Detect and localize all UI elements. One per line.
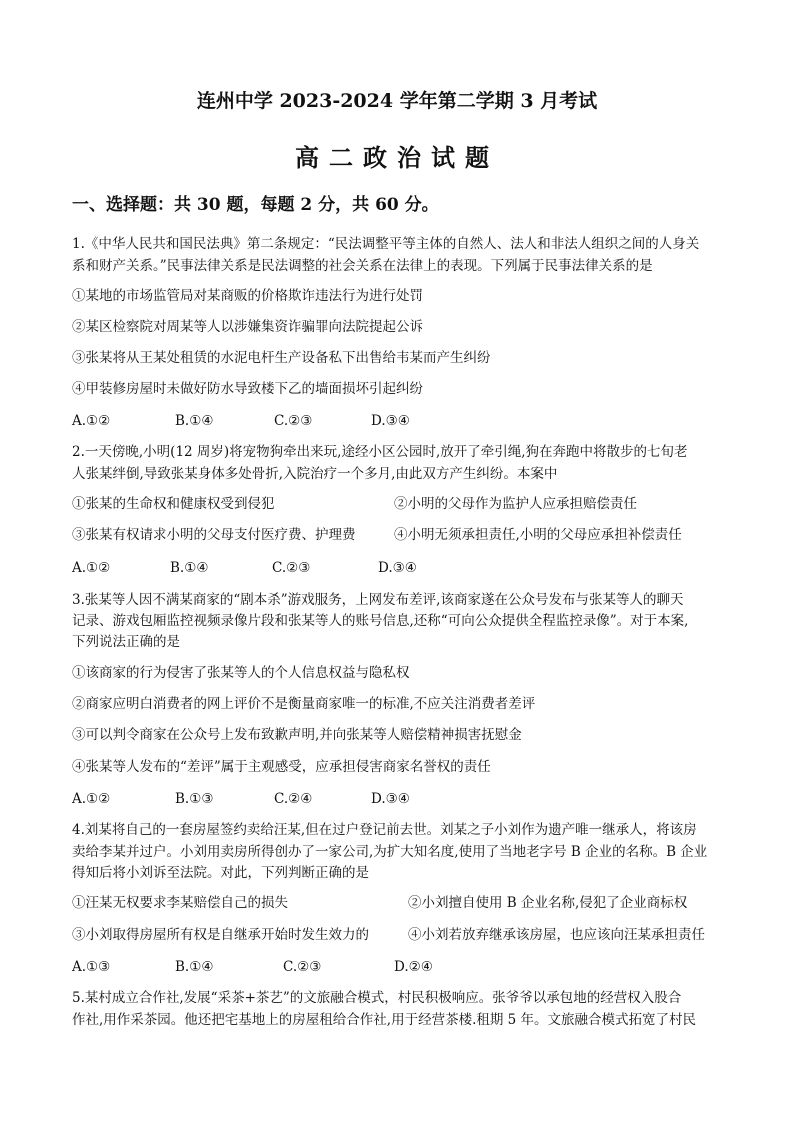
question-1-option-4: ④甲装修房屋时未做好防水导致楼下乙的墙面损坏引起纠纷 [72, 381, 423, 397]
question-2-answer-c: C.②③ [272, 560, 311, 576]
question-3-option-4: ④张某等人发布的“差评”属于主观感受，应承担侵害商家名誉权的责任 [72, 759, 491, 775]
question-1-stem-line-2: 系和财产关系。”民事法律关系是民法调整的社会关系在法律上的表现。下列属于民事法律关系的是 [72, 258, 653, 274]
question-1-option-2: ②某区检察院对周某等人以涉嫌集资诈骗罪向法院提起公诉 [72, 319, 423, 335]
question-4-answer-a: A.①③ [72, 959, 111, 975]
question-5-stem-line-2: 作社,用作采茶园。他还把宅基地上的房屋租给合作社,用于经营茶楼.租期 5 年。文旅融合模式拓宽了村民 [72, 1012, 697, 1028]
question-1-answer-a: A.①② [72, 413, 111, 429]
question-3-option-3: ③可以判令商家在公众号上发布致歉声明,并向张某等人赔偿精神损害抚慰金 [72, 727, 522, 743]
question-4-stem-line-2: 卖给李某并过户。小刘用卖房所得创办了一家公司,为扩大知名度,使用了当地老字号 B 企业的名称。B 企业 [72, 844, 708, 860]
question-2-stem-line-1: 2.一天傍晚,小明(12 周岁)将宠物狗牵出来玩,途经小区公园时,放开了牵引绳,狗在奔跑中将散步的七旬老 [72, 444, 688, 460]
question-2-option-3: ③张某有权请求小明的父母支付医疗费、护理费 [72, 527, 356, 543]
question-4-answer-d: D.②④ [394, 959, 433, 975]
question-2-stem-line-2: 人张某绊倒,导致张某身体多处骨折,入院治疗一个多月,由此双方产生纠纷。本案中 [72, 466, 558, 482]
question-3-stem-line-2: 记录、游戏包厢监控视频录像片段和张某等人的账号信息,还称“可向公众提供全程监控录像”。对于本案, [72, 613, 689, 629]
question-4-answer-c: C.②③ [283, 959, 322, 975]
question-4-option-2: ②小刘擅自使用 B 企业名称,侵犯了企业商标权 [408, 895, 688, 911]
question-1-option-1: ①某地的市场监管局对某商贩的价格欺诈违法行为进行处罚 [72, 288, 423, 304]
question-3-answer-c: C.②④ [274, 791, 313, 807]
school-exam-title: 连州中学 2023-2024 学年第二学期 3 月考试 [196, 90, 598, 112]
question-5-stem-line-1: 5.某村成立合作社,发展“采茶+茶艺”的文旅融合模式，村民积极响应。张爷爷以承包地的经营权入股合 [72, 990, 682, 1006]
question-4-option-3: ③小刘取得房屋所有权是自继承开始时发生效力的 [72, 927, 369, 943]
question-3-stem-line-1: 3.张某等人因不满某商家的“剧本杀”游戏服务，上网发布差评,该商家遂在公众号发布与张某等人的聊天 [72, 592, 684, 608]
question-1-option-3: ③张某将从王某处租赁的水泥电杆生产设备私下出售给韦某而产生纠纷 [72, 350, 491, 366]
question-3-answer-b: B.①③ [175, 791, 214, 807]
question-4-option-4: ④小刘若放弃继承该房屋，也应该向汪某承担责任 [408, 927, 705, 943]
question-3-option-2: ②商家应明白消费者的网上评价不是衡量商家唯一的标准,不应关注消费者差评 [72, 696, 536, 712]
question-4-stem-line-3: 得知后将小刘诉至法院。对此，下列判断正确的是 [72, 865, 369, 881]
question-3-answer-d: D.③④ [371, 791, 410, 807]
question-4-stem-line-1: 4.刘某将自己的一套房屋签约卖给汪某,但在过户登记前去世。刘某之子小刘作为遗产唯一继承人，将该房 [72, 822, 697, 838]
question-2-option-2: ②小明的父母作为监护人应承担赔偿责任 [394, 496, 637, 512]
question-3-stem-line-3: 下列说法正确的是 [72, 634, 180, 650]
subject-title: 高二政治试题 [295, 143, 499, 172]
question-2-option-1: ①张某的生命权和健康权受到侵犯 [72, 496, 275, 512]
question-2-answer-d: D.③④ [378, 560, 417, 576]
question-4-option-1: ①汪某无权要求李某赔偿自己的损失 [72, 895, 288, 911]
question-2-answer-b: B.①④ [170, 560, 209, 576]
section-heading: 一、选择题：共 30 题，每题 2 分，共 60 分。 [72, 195, 439, 215]
question-1-answer-b: B.①④ [175, 413, 214, 429]
question-3-option-1: ①该商家的行为侵害了张某等人的个人信息权益与隐私权 [72, 665, 410, 681]
question-2-option-4: ④小明无须承担责任,小明的父母应承担补偿责任 [394, 527, 682, 543]
question-1-answer-c: C.②③ [274, 413, 313, 429]
question-1-answer-d: D.③④ [371, 413, 410, 429]
question-2-answer-a: A.①② [72, 560, 111, 576]
question-4-answer-b: B.①④ [175, 959, 214, 975]
question-1-stem-line-1: 1.《中华人民共和国民法典》第二条规定：“民法调整平等主体的自然人、法人和非法人组织之间的人身关 [72, 236, 700, 252]
question-3-answer-a: A.①② [72, 791, 111, 807]
